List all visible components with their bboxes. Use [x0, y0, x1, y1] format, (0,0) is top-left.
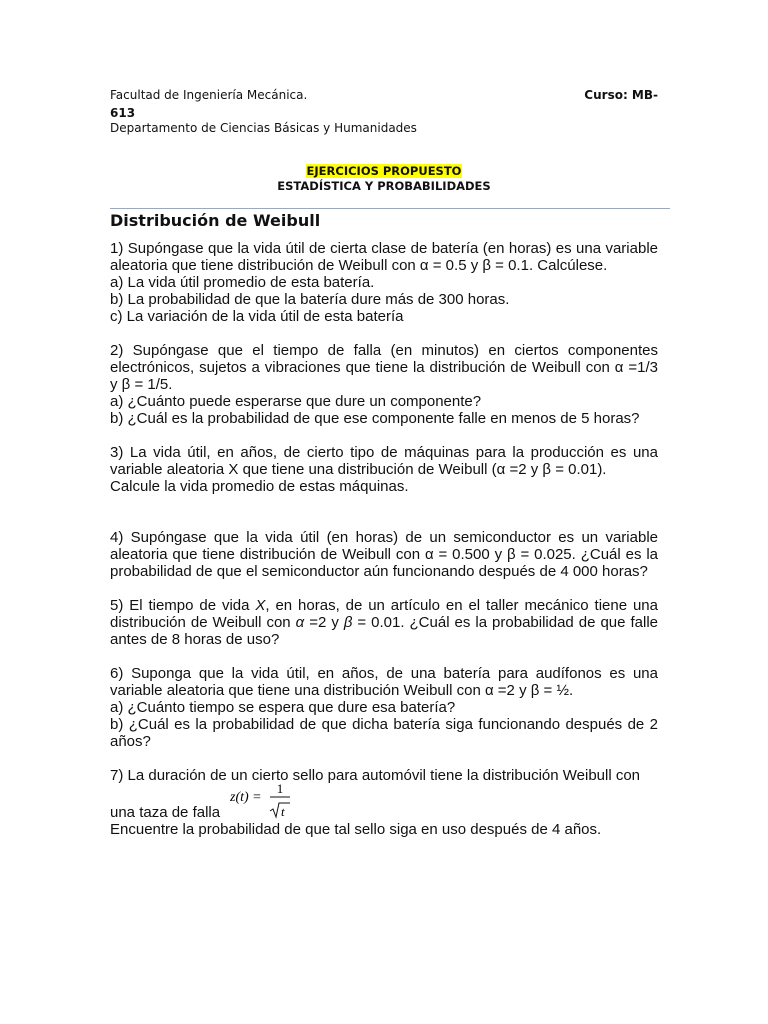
problem-7-question: Encuentre la probabilidad de que tal sello siga en uso después de 4 años.: [110, 821, 602, 838]
problem-1-part-a: a) La vida útil promedio de esta batería.: [110, 274, 375, 291]
document-subtitle: ESTADÍSTICA Y PROBABILIDADES: [277, 179, 491, 193]
problem-3: [110, 444, 658, 495]
problem-5-text-1: 5) El tiempo de vida: [110, 597, 256, 614]
header-line: [110, 86, 658, 104]
problem-4: [110, 529, 658, 580]
variable-x: X: [255, 597, 266, 614]
problem-7: [110, 767, 658, 838]
problem-6: [110, 665, 658, 750]
problem-5-text-2: , en horas, de un artículo en el taller mecánico tiene una distribución de Weibull con: [110, 597, 658, 631]
problem-6-part-a: a) ¿Cuánto tiempo se espera que dure esa batería?: [110, 699, 456, 716]
problem-1-part-c: c) La variación de la vida útil de esta batería: [110, 308, 404, 325]
problem-6-statement: 6) Suponga que la vida útil, en años, de una batería para audífonos es una variable aleatoria que tiene una distribución Weibull con α =2 y β = ½.: [110, 665, 658, 699]
problem-2: [110, 342, 658, 427]
problem-1-statement: 1) Supóngase que la vida útil de cierta clase de batería (en horas) es una variable aleatoria que tiene distribución de Weibull con α = 0.5 y β = 0.1. Calcúlese.: [110, 240, 658, 274]
course-label: Curso: MB-: [584, 88, 658, 102]
problem-6-part-b: b) ¿Cuál es la probabilidad de que dicha batería siga funcionando después de 2 años?: [110, 716, 658, 750]
problem-4-statement: 4) Supóngase que la vida útil (en horas) de un semiconductor es un variable aleatoria que tiene distribución de Weibull con α = 0.500 y β = 0.025. ¿Cuál es la probabilidad de que el semiconductor aún funcionando después de 4 000 horas?: [110, 529, 658, 580]
formula-graphic: [230, 782, 300, 822]
square-root-icon: [270, 803, 290, 817]
problem-5-text-3: =2 y: [304, 614, 344, 631]
problem-2-statement: 2) Supóngase que el tiempo de falla (en minutos) en ciertos componentes electrónicos, sujetos a vibraciones que tiene la distribución de Weibull con α =1/3 y β = 1/5.: [110, 342, 658, 393]
problem-5-statement: [110, 597, 658, 648]
failure-rate-row: [110, 784, 658, 821]
failure-rate-formula: [230, 782, 300, 822]
problem-1-part-b: b) La probabilidad de que la batería dure más de 300 horas.: [110, 291, 510, 308]
formula-numerator: 1: [276, 782, 284, 796]
course-number: 613: [110, 106, 136, 120]
problem-1: [110, 240, 658, 325]
problem-5-text-4: = 0.01. ¿Cuál es la probabilidad de que falle antes de 8 horas de uso?: [110, 614, 659, 648]
department-name: Departamento de Ciencias Básicas y Humanidades: [110, 121, 417, 135]
problem-5: [110, 597, 658, 648]
faculty-name: Facultad de Ingeniería Mecánica.: [110, 88, 308, 102]
section-heading: Distribución de Weibull: [110, 211, 321, 230]
formula-radicand: t: [281, 804, 285, 819]
heading-divider: [110, 208, 670, 209]
failure-rate-label: una taza de falla: [110, 804, 221, 821]
alpha-symbol: α: [295, 614, 305, 631]
problem-3-statement: 3) La vida útil, en años, de cierto tipo de máquinas para la producción es una variable aleatoria X que tiene una distribución de Weibull (α =2 y β = 0.01).: [110, 444, 658, 478]
formula-lhs: z(t) =: [230, 790, 262, 805]
problem-2-part-b: b) ¿Cuál es la probabilidad de que ese componente falle en menos de 5 horas?: [110, 410, 640, 427]
beta-symbol: β: [343, 614, 353, 631]
problem-list: [110, 240, 658, 838]
highlighted-title: EJERCICIOS PROPUESTO: [306, 164, 462, 178]
problem-7-statement: 7) La duración de un cierto sello para automóvil tiene la distribución Weibull con: [110, 767, 641, 784]
problem-3-question: Calcule la vida promedio de estas máquinas.: [110, 478, 409, 495]
problem-2-part-a: a) ¿Cuánto puede esperarse que dure un componente?: [110, 393, 482, 410]
